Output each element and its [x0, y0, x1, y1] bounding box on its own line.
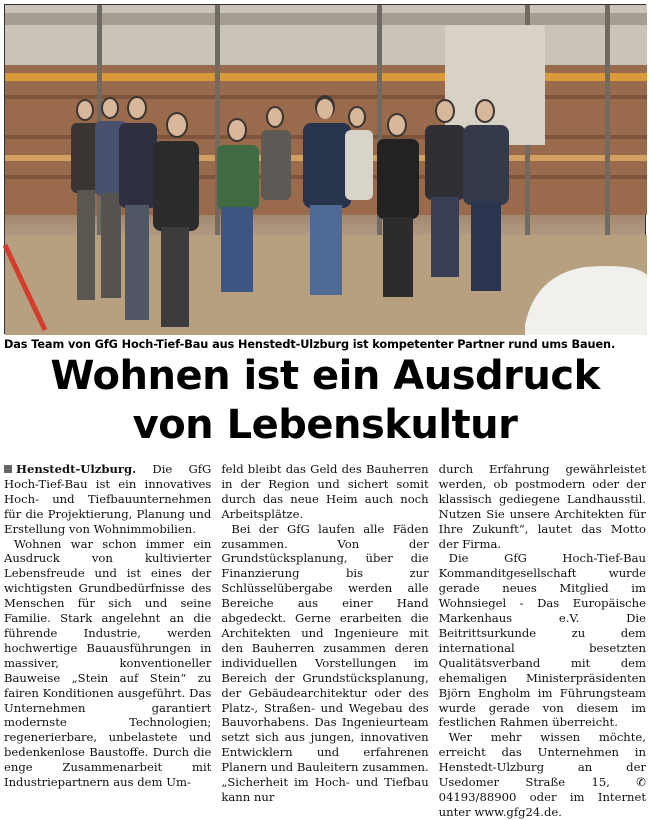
- article-paragraph: Wohnen war schon immer ein Ausdruck von kultivierter Lebensfreude und ist eines der wichtigsten Grundbedürfnisse des Menschen für sich und seine Familie. Stark angelehnt an die führende Industrie, werden hochwertige Bauausführungen in massiver, konventioneller Bauweise „Stein auf Stein“ zu fairen Konditionen ausgeführt. Das Unternehmen garantiert modernste Technologien; regenerierbare, unbelastete und bedenkenlose Baustoffe. Durch die enge Zusammenarbeit mit Industriepartnern aus dem Um-: [4, 536, 212, 790]
- dateline-square-icon: [4, 465, 12, 473]
- article-column-1: [4, 462, 211, 796]
- headline-line-2: von Lebenskultur: [132, 402, 518, 448]
- dateline: Henstedt-Ulzburg.: [16, 462, 137, 476]
- article-paragraph: feld bleibt das Geld des Bauherren in der Region und sichert somit durch das neue Heim auch noch Arbeitsplätze.: [221, 462, 429, 521]
- article-paragraph: Bei der GfG laufen alle Fäden zusammen. Von der Grundstücksplanung, über die Finanzierung bis zur Schlüsselübergabe werden alle Bereiche aus einer Hand abgedeckt. Gerne erarbeiten die Architekten und Ingenieure mit den Bauherren zusammen deren individuellen Vorstellungen im Bereich der Grundstücksplanung, der Gebäudearchitektur oder des Platz-, Straßen- und Wegebau des Bauvorhabens. Das Ingenieurteam setzt sich aus jungen, innovativen Entwicklern und erfahrenen Planern und Bauleitern zusammen. „Sicherheit im Hoch- und Tiefbau kann nur: [221, 521, 429, 804]
- article-paragraph: Wer mehr wissen möchte, erreicht das Unternehmen in Henstedt-Ulzburg an der Usedomer Straße 15, ✆ 04193/88900 oder im Internet unter www.gfg24.de.: [438, 730, 646, 819]
- article-paragraph: durch Erfahrung gewährleistet werden, ob postmodern oder der klassisch gediegene Landhausstil. Nutzen Sie unsere Architekten für Ihre Zukunft“, lautet das Motto der Firma.: [438, 462, 646, 551]
- headline-line-1: Wohnen ist ein Ausdruck: [50, 353, 600, 399]
- photo-caption: Das Team von GfG Hoch-Tief-Bau aus Henstedt-Ulzburg ist kompetenter Partner rund ums Bauen.: [4, 338, 616, 351]
- article-body: [4, 462, 646, 819]
- article-column-3: [438, 462, 646, 819]
- article-paragraph: Henstedt-Ulzburg. Die GfG Hoch-Tief-Bau ist ein innovatives Hoch- und Tiefbauunternehmen für die Projektierung, Planung und Erstellung von Wohnimmobilien.: [4, 462, 212, 536]
- article-column-2: [221, 462, 429, 804]
- headline: [0, 352, 650, 450]
- photo-illustration: [5, 5, 647, 335]
- group-photo: [4, 4, 646, 334]
- article-paragraph: Die GfG Hoch-Tief-Bau Kommanditgesellschaft wurde gerade neues Mitglied im Wohnsiegel - Das Europäische Markenhaus e.V. Die Beitrittsurkunde zu dem international besetzten Qualitätsverband mit dem ehemaligen Ministerpräsidenten Björn Engholm im Führungsteam wurde gerade von diesem im festlichen Rahmen überreicht.: [438, 551, 646, 730]
